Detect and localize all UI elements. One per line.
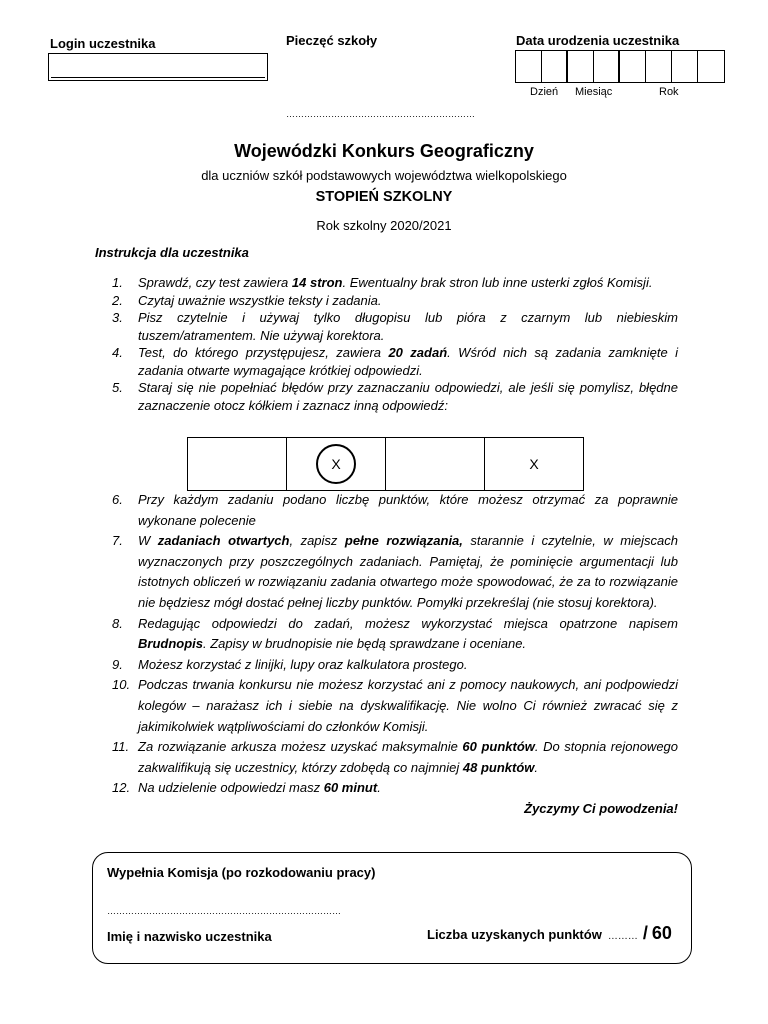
instructions-heading: Instrukcja dla uczestnika bbox=[95, 245, 249, 260]
item-number: 10. bbox=[112, 677, 131, 693]
item-text: . Ewentualny brak stron lub inne usterki zgłoś Komisji. bbox=[342, 275, 653, 290]
list-item bbox=[112, 344, 678, 379]
item-text: Staraj się nie popełniać błędów przy zaznaczaniu odpowiedzi, ale jeśli się pomylisz, błędne zaznaczenie otocz kółkiem i zaznacz inną odpowiedź: bbox=[138, 380, 678, 413]
list-item bbox=[112, 614, 678, 655]
birthdate-cell[interactable] bbox=[594, 51, 620, 82]
item-number: 4. bbox=[112, 345, 123, 360]
item-text: . Wśród nich są zadania zamknięte i zadania otwarte wymagające krótkiej odpowiedzi. bbox=[138, 345, 679, 378]
item-number: 7. bbox=[112, 533, 123, 549]
item-number: 2. bbox=[112, 292, 123, 308]
answer-example-box bbox=[187, 437, 584, 491]
list-item bbox=[112, 531, 678, 613]
marked-x: X bbox=[529, 456, 539, 472]
list-item bbox=[112, 274, 678, 292]
item-bold: 60 minut bbox=[323, 780, 378, 796]
closing-wish: Życzymy Ci powodzenia! bbox=[524, 800, 678, 816]
page-title: Wojewódzki Konkurs Geograficzny bbox=[234, 141, 534, 161]
item-text: . Do stopnia rejonowego zakwalifikują się uczestnicy, którzy zdobędą co najmniej bbox=[138, 739, 679, 775]
item-text: . Zapisy w brudnopisie nie będą sprawdzane i oceniane. bbox=[203, 636, 527, 652]
answer-example-cell bbox=[287, 438, 386, 490]
item-number: 12. bbox=[112, 780, 131, 796]
login-label: Login uczestnika bbox=[50, 36, 156, 51]
item-text: Pisz czytelnie i używaj tylko długopisu lub pióra z czarnym lub niebieskim tuszem/atramentem. Nie używaj korektora. bbox=[138, 310, 678, 343]
answer-example-cell bbox=[386, 438, 485, 490]
item-bold: 60 punktów bbox=[462, 739, 535, 755]
list-item bbox=[112, 675, 678, 737]
circled-mark bbox=[316, 444, 356, 484]
points-row bbox=[427, 923, 672, 944]
birthdate-cell[interactable] bbox=[646, 51, 672, 82]
item-number: 11. bbox=[112, 739, 130, 755]
committee-panel bbox=[92, 852, 692, 964]
list-item bbox=[112, 490, 678, 531]
birthdate-cell[interactable] bbox=[620, 51, 646, 82]
committee-title: Wypełnia Komisja (po rozkodowaniu pracy) bbox=[107, 865, 376, 880]
participant-name-label: Imię i nazwisko uczestnika bbox=[107, 929, 272, 944]
page-subtitle: dla uczniów szkół podstawowych województwa wielkopolskiego bbox=[201, 168, 567, 183]
birthdate-cell[interactable] bbox=[568, 51, 594, 82]
participant-name-line[interactable]: …………………………………………………………………… bbox=[107, 906, 341, 916]
list-item bbox=[112, 309, 678, 344]
birthdate-cell[interactable] bbox=[698, 51, 724, 82]
list-item bbox=[112, 655, 678, 676]
item-text: Możesz korzystać z linijki, lupy oraz kalkulatora prostego. bbox=[138, 656, 468, 672]
login-field[interactable] bbox=[48, 53, 268, 81]
points-max: 60 bbox=[651, 923, 672, 943]
item-text: Redagując odpowiedzi do zadań, możesz wykorzystać miejsca opatrzone napisem bbox=[138, 615, 678, 631]
item-text: Podczas trwania konkursu nie możesz korzystać ani z pomocy naukowych, ani podpowiedzi kolegów – narażasz ich i siebie na dyskwalifikację. Nie wolno Ci również zwracać się z jakimikolwiek wątpliwościami do członków Komisji. bbox=[138, 677, 678, 734]
item-text: Test, do którego przystępujesz, zawiera bbox=[138, 345, 389, 360]
item-bold: 14 stron bbox=[291, 275, 343, 290]
birthdate-cell[interactable] bbox=[542, 51, 568, 82]
instructions-list-continued bbox=[112, 490, 678, 820]
birthdate-cell[interactable] bbox=[672, 51, 698, 82]
item-number: 9. bbox=[112, 656, 123, 672]
item-text: starannie i czytelnie, w miejscach wyznaczonych przy poszczególnych zadaniach. Pamiętaj, że pominięcie argumentacji lub istotnych obliczeń w rozwiązaniu zadania otwartego może spowodować, że za to rozwiązanie nie będziesz mógł dostać pełnej liczby punktów. Pomyłki przekreślaj (nie stosuj korektora). bbox=[138, 533, 678, 610]
item-text: Czytaj uważnie wszystkie teksty i zadania. bbox=[138, 292, 382, 308]
birthdate-grid[interactable] bbox=[515, 50, 725, 83]
item-number: 1. bbox=[112, 275, 123, 290]
item-text: Sprawdź, czy test zawiera bbox=[138, 275, 292, 290]
birthdate-day-caption: Dzień bbox=[530, 86, 559, 98]
item-text: . bbox=[377, 780, 381, 796]
list-item bbox=[112, 737, 678, 778]
school-stamp-line: ……………………………………………………… bbox=[286, 109, 475, 119]
answer-example-cell bbox=[485, 438, 583, 490]
item-bold: Brudnopis bbox=[138, 636, 203, 652]
item-number: 5. bbox=[112, 380, 123, 395]
school-year: Rok szkolny 2020/2021 bbox=[316, 218, 452, 233]
points-slash: / bbox=[642, 923, 648, 943]
item-number: 3. bbox=[112, 310, 123, 325]
birthdate-year-caption: Rok bbox=[659, 86, 679, 98]
item-text: . bbox=[534, 759, 539, 775]
birthdate-month-caption: Miesiąc bbox=[575, 86, 613, 98]
item-number: 8. bbox=[112, 615, 123, 631]
item-text: Na udzielenie odpowiedzi masz bbox=[138, 780, 324, 796]
item-text: Za rozwiązanie arkusza możesz uzyskać maksymalnie bbox=[138, 739, 463, 755]
item-text: Przy każdym zadaniu podano liczbę punktów, które możesz otrzymać za poprawnie wykonane polecenie bbox=[138, 492, 678, 528]
list-item bbox=[112, 778, 678, 799]
points-label: Liczba uzyskanych punktów bbox=[427, 927, 602, 942]
list-item bbox=[112, 379, 678, 414]
birthdate-label: Data urodzenia uczestnika bbox=[516, 33, 680, 48]
list-item bbox=[112, 292, 678, 310]
instructions-list bbox=[112, 274, 678, 414]
points-field[interactable]: ……… bbox=[607, 931, 638, 942]
item-bold: 20 zadań bbox=[388, 345, 448, 360]
stage-title: STOPIEŃ SZKOLNY bbox=[315, 189, 453, 205]
item-text: W bbox=[138, 533, 158, 549]
circled-x: X bbox=[331, 456, 341, 472]
item-text: , zapisz bbox=[289, 533, 345, 549]
answer-example-cell bbox=[188, 438, 287, 490]
item-bold: zadaniach otwartych bbox=[157, 533, 290, 549]
item-bold: 48 punktów bbox=[462, 759, 535, 775]
birthdate-cell[interactable] bbox=[516, 51, 542, 82]
item-bold: pełne rozwiązania, bbox=[344, 533, 463, 549]
school-stamp-label: Pieczęć szkoły bbox=[286, 33, 378, 48]
item-number: 6. bbox=[112, 492, 123, 507]
